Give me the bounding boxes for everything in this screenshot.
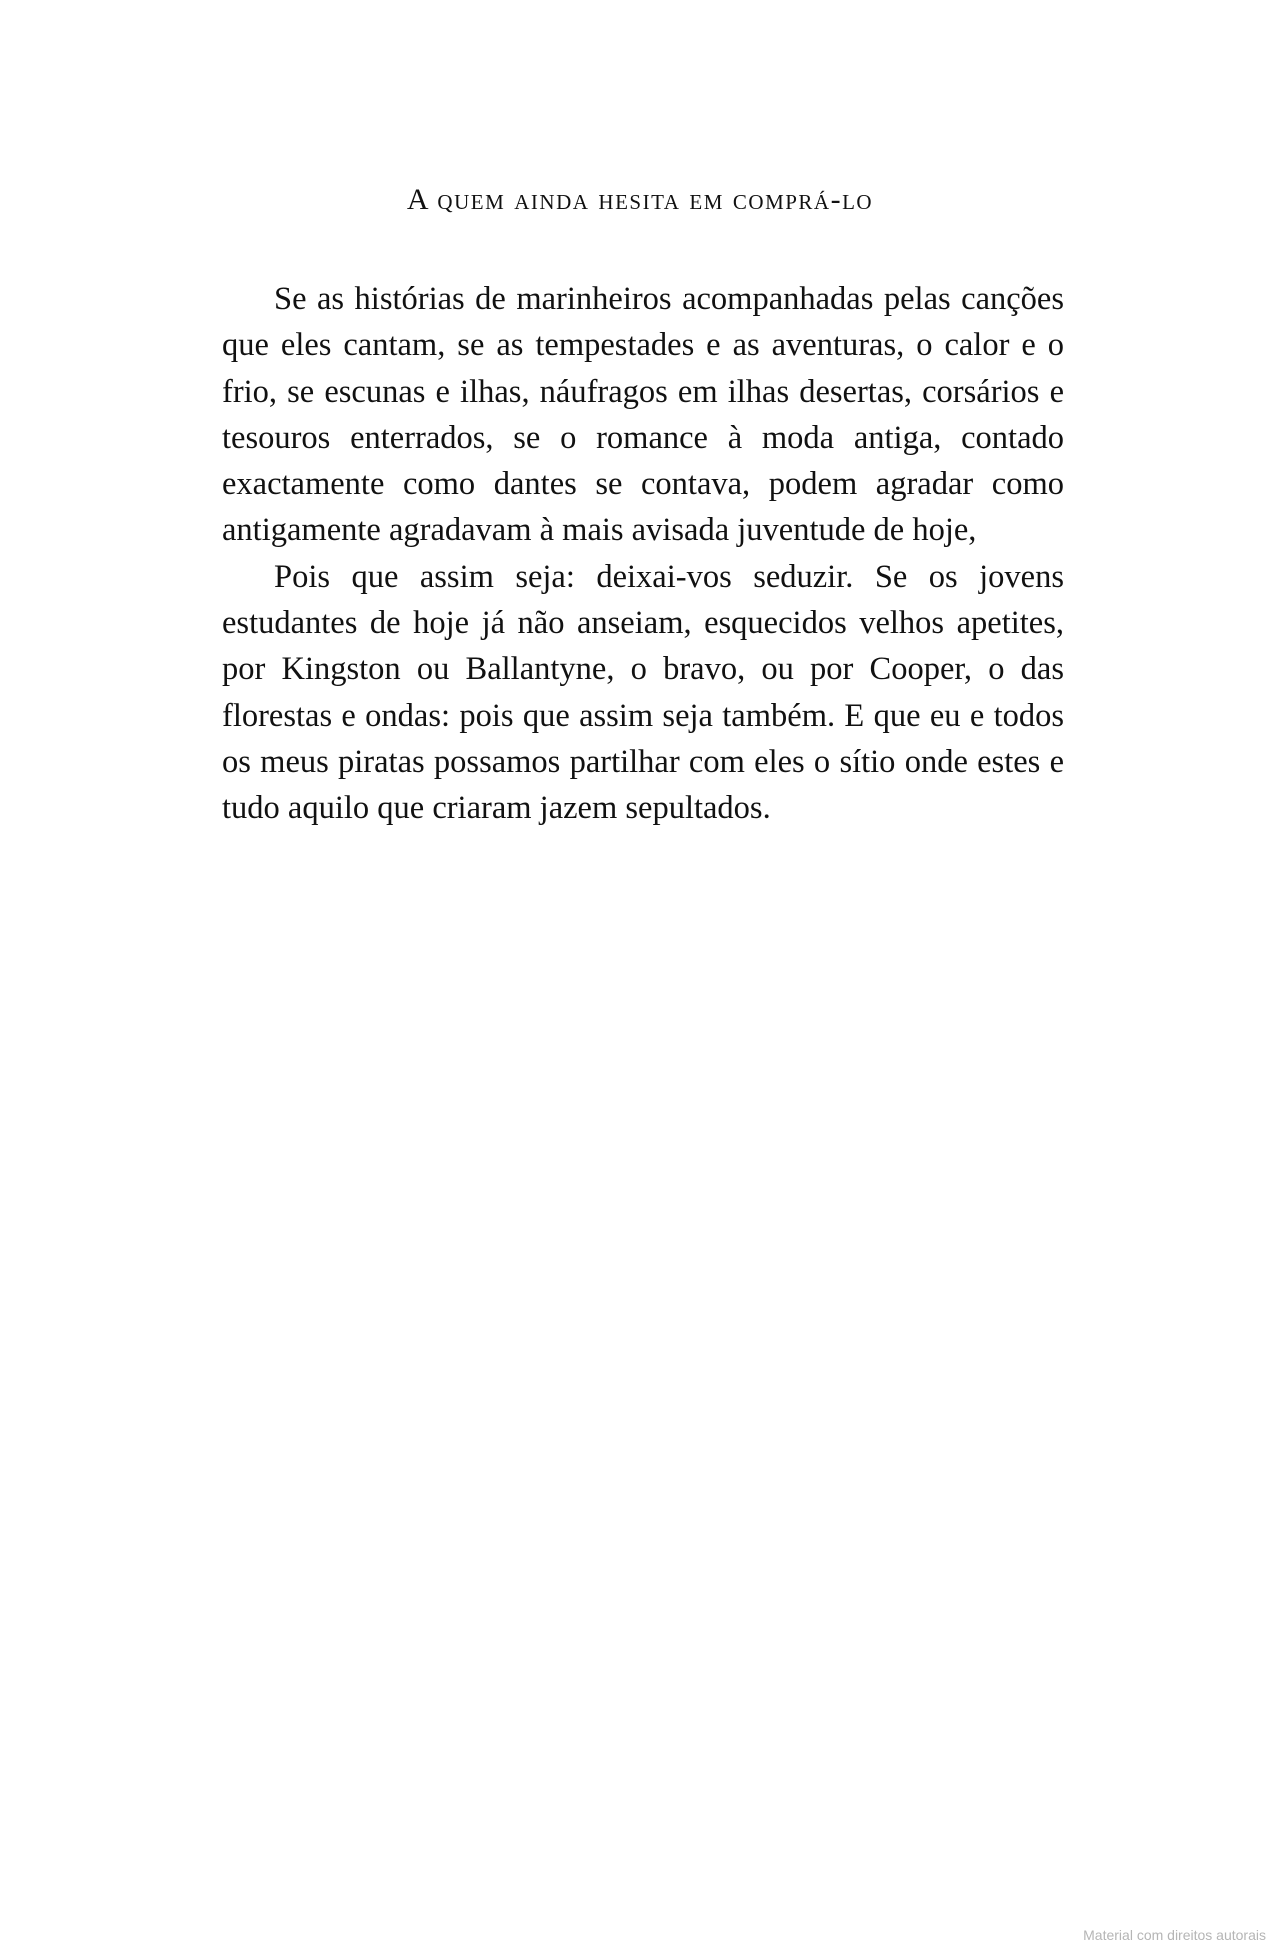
- page-heading: A quem ainda hesita em comprá-lo: [406, 183, 874, 216]
- copyright-watermark: Material com direitos autorais: [1083, 1927, 1266, 1943]
- paragraph-2: Pois que assim seja: deixai-vos seduzir. Se os jovens estudantes de hoje já não anseiam, esquecidos velhos apetites, por Kingston ou Ballantyne, o bravo, ou por Cooper, o das florestas e ondas: pois que assim seja também. E que eu e todos os meus piratas possamos partilhar com eles o sítio onde estes e tudo aquilo que criaram jazem sepultados.: [222, 558, 1064, 827]
- body-text: [222, 276, 1064, 832]
- paragraph-1: Se as histórias de marinheiros acompanhadas pelas canções que eles cantam, se as tempestades e as aventuras, o calor e o frio, se escunas e ilhas, náufragos em ilhas desertas, corsários e tesouros enterrados, se o romance à moda antiga, contado exactamente como dantes se contava, podem agradar como antigamente agradavam à mais avisada juventude de hoje,: [222, 281, 1064, 549]
